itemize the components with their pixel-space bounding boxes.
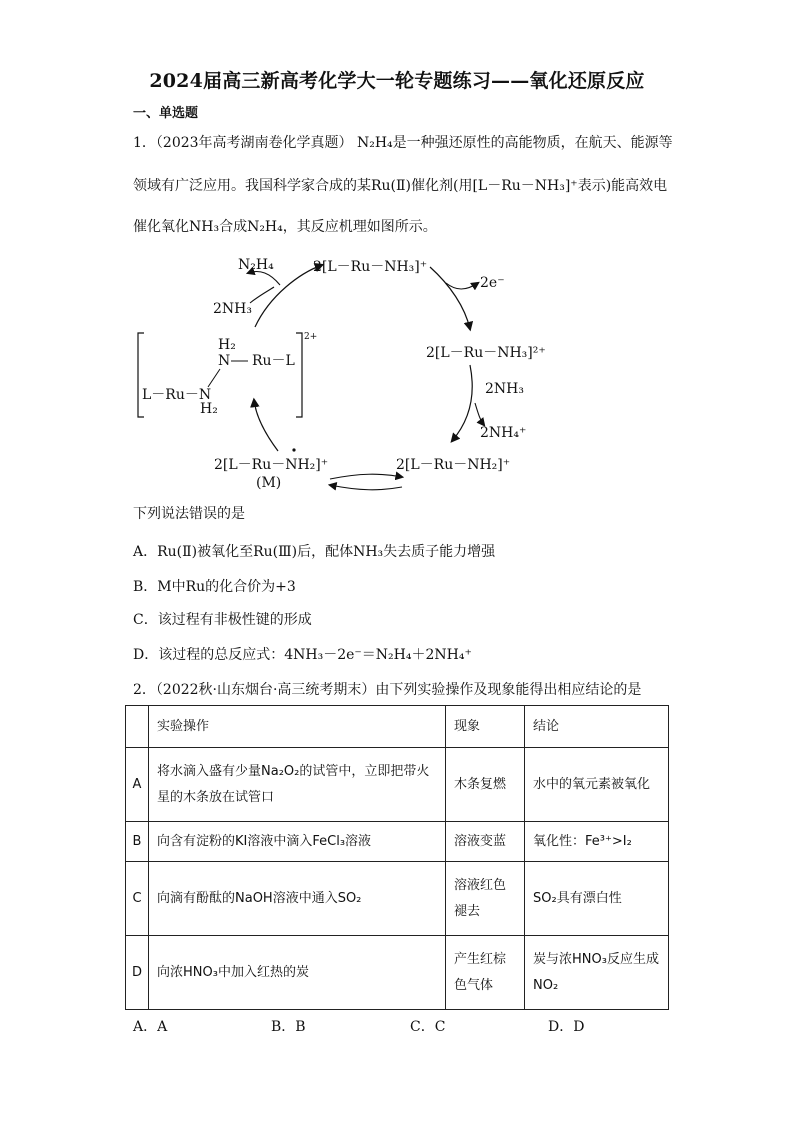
row-label: B <box>126 822 149 862</box>
complex-l-ru-n: L－Ru－N <box>142 387 212 403</box>
complex-n-top: N <box>218 353 231 369</box>
q1-option-b[interactable]: B．M中Ru的化合价为+3 <box>133 579 296 595</box>
complex-h2-top: H₂ <box>218 337 236 353</box>
cell-phenomenon: 木条复燃 <box>446 748 525 822</box>
two-nh3-left-label: 2NH₃ <box>213 301 252 317</box>
complex-charge: 2+ <box>304 332 318 342</box>
complex-left-bracket <box>138 333 144 417</box>
arrow-release-n2h4 <box>248 272 280 286</box>
page-title: 2024届高三新高考化学大一轮专题练习——氧化还原反应 <box>149 70 645 92</box>
cell-operation: 向含有淀粉的KI溶液中滴入FeCl₃溶液 <box>149 822 446 862</box>
q1-text-line-1: 1．（2023年高考湖南卷化学真题） N₂H₄是一种强还原性的高能物质，在航天、能源等 <box>133 135 673 151</box>
arrow-nh3-in <box>250 287 274 303</box>
q2-table <box>125 705 669 1010</box>
species-bottom-right: 2[L－Ru－NH₂]⁺ <box>396 457 511 473</box>
table-row <box>126 822 669 862</box>
cell-conclusion: 水中的氧元素被氧化 <box>525 748 669 822</box>
complex-h2-bottom: H₂ <box>200 401 218 417</box>
complex-bond-n-n <box>208 369 220 387</box>
species-top: 2[L－Ru－NH₃]⁺ <box>313 259 428 275</box>
cell-phenomenon: 溶液变蓝 <box>446 822 525 862</box>
reaction-mechanism-diagram <box>130 245 670 495</box>
table-header-row <box>126 706 669 748</box>
arrow-release-electrons <box>446 283 478 289</box>
cell-phenomenon: 溶液红色褪去 <box>446 862 525 936</box>
row-label: D <box>126 936 149 1010</box>
arrow-nh4-out <box>475 403 484 425</box>
arrow-complex-to-top <box>255 265 322 327</box>
two-nh3-right-label: 2NH₃ <box>485 381 524 397</box>
complex-ru-l: Ru－L <box>252 353 295 369</box>
row-label: C <box>126 862 149 936</box>
cell-phenomenon: 产生红棕色气体 <box>446 936 525 1010</box>
radical-dot <box>292 448 295 451</box>
equilibrium-arrow-forward <box>330 474 402 479</box>
table-row <box>126 862 669 936</box>
q2-answer-c[interactable]: C．C <box>410 1019 446 1035</box>
q1-text-line-2: 领域有广泛应用。我国科学家合成的某Ru(Ⅱ)催化剂(用[L－Ru－NH₃]⁺表示)能高效电 <box>133 178 668 194</box>
table-row <box>126 936 669 1010</box>
minus-2e-label: 2e⁻ <box>480 275 505 291</box>
two-nh4-label: 2NH₄⁺ <box>480 425 527 441</box>
arrow-top-to-right <box>430 267 470 329</box>
row-label: A <box>126 748 149 822</box>
cell-operation: 将水滴入盛有少量Na₂O₂的试管中，立即把带火星的木条放在试管口 <box>149 748 446 822</box>
q1-stem: 下列说法错误的是 <box>133 506 245 522</box>
cell-conclusion: 炭与浓HNO₃反应生成NO₂ <box>525 936 669 1010</box>
cell-conclusion: 氧化性：Fe³⁺>I₂ <box>525 822 669 862</box>
species-right-upper: 2[L－Ru－NH₃]²⁺ <box>426 345 546 361</box>
q1-option-a[interactable]: A．Ru(Ⅱ)被氧化至Ru(Ⅲ)后，配体NH₃失去质子能力增强 <box>133 544 496 560</box>
complex-right-bracket <box>296 333 302 417</box>
q1-option-c[interactable]: C．该过程有非极性键的形成 <box>133 612 312 628</box>
arrow-bottom-left-to-complex <box>254 400 278 451</box>
q2-answer-a[interactable]: A．A <box>133 1019 168 1035</box>
m-label: (M) <box>256 475 282 491</box>
q2-answer-b[interactable]: B．B <box>271 1019 306 1035</box>
cell-conclusion: SO₂具有漂白性 <box>525 862 669 936</box>
q2-answer-d[interactable]: D．D <box>548 1019 585 1035</box>
header-cell-operation: 实验操作 <box>149 706 446 748</box>
arrow-right-down <box>452 365 472 441</box>
cell-operation: 向滴有酚酞的NaOH溶液中通入SO₂ <box>149 862 446 936</box>
header-cell-phenomenon: 现象 <box>446 706 525 748</box>
header-cell-blank <box>126 706 149 748</box>
species-bottom-left: 2[L－Ru－NH₂]⁺ <box>214 457 329 473</box>
q2-stem: 2．（2022秋·山东烟台·高三统考期末）由下列实验操作及现象能得出相应结论的是 <box>133 682 642 698</box>
q1-option-d[interactable]: D．该过程的总反应式：4NH₃－2e⁻＝N₂H₄＋2NH₄⁺ <box>133 647 472 663</box>
section-heading: 一、单选题 <box>133 106 199 121</box>
n2h4-label: N₂H₄ <box>238 257 274 273</box>
q1-text-line-3: 催化氧化NH₃合成N₂H₄，其反应机理如图所示。 <box>133 219 437 235</box>
equilibrium-arrow-back <box>330 485 402 490</box>
cell-operation: 向浓HNO₃中加入红热的炭 <box>149 936 446 1010</box>
header-cell-conclusion: 结论 <box>525 706 669 748</box>
table-row <box>126 748 669 822</box>
